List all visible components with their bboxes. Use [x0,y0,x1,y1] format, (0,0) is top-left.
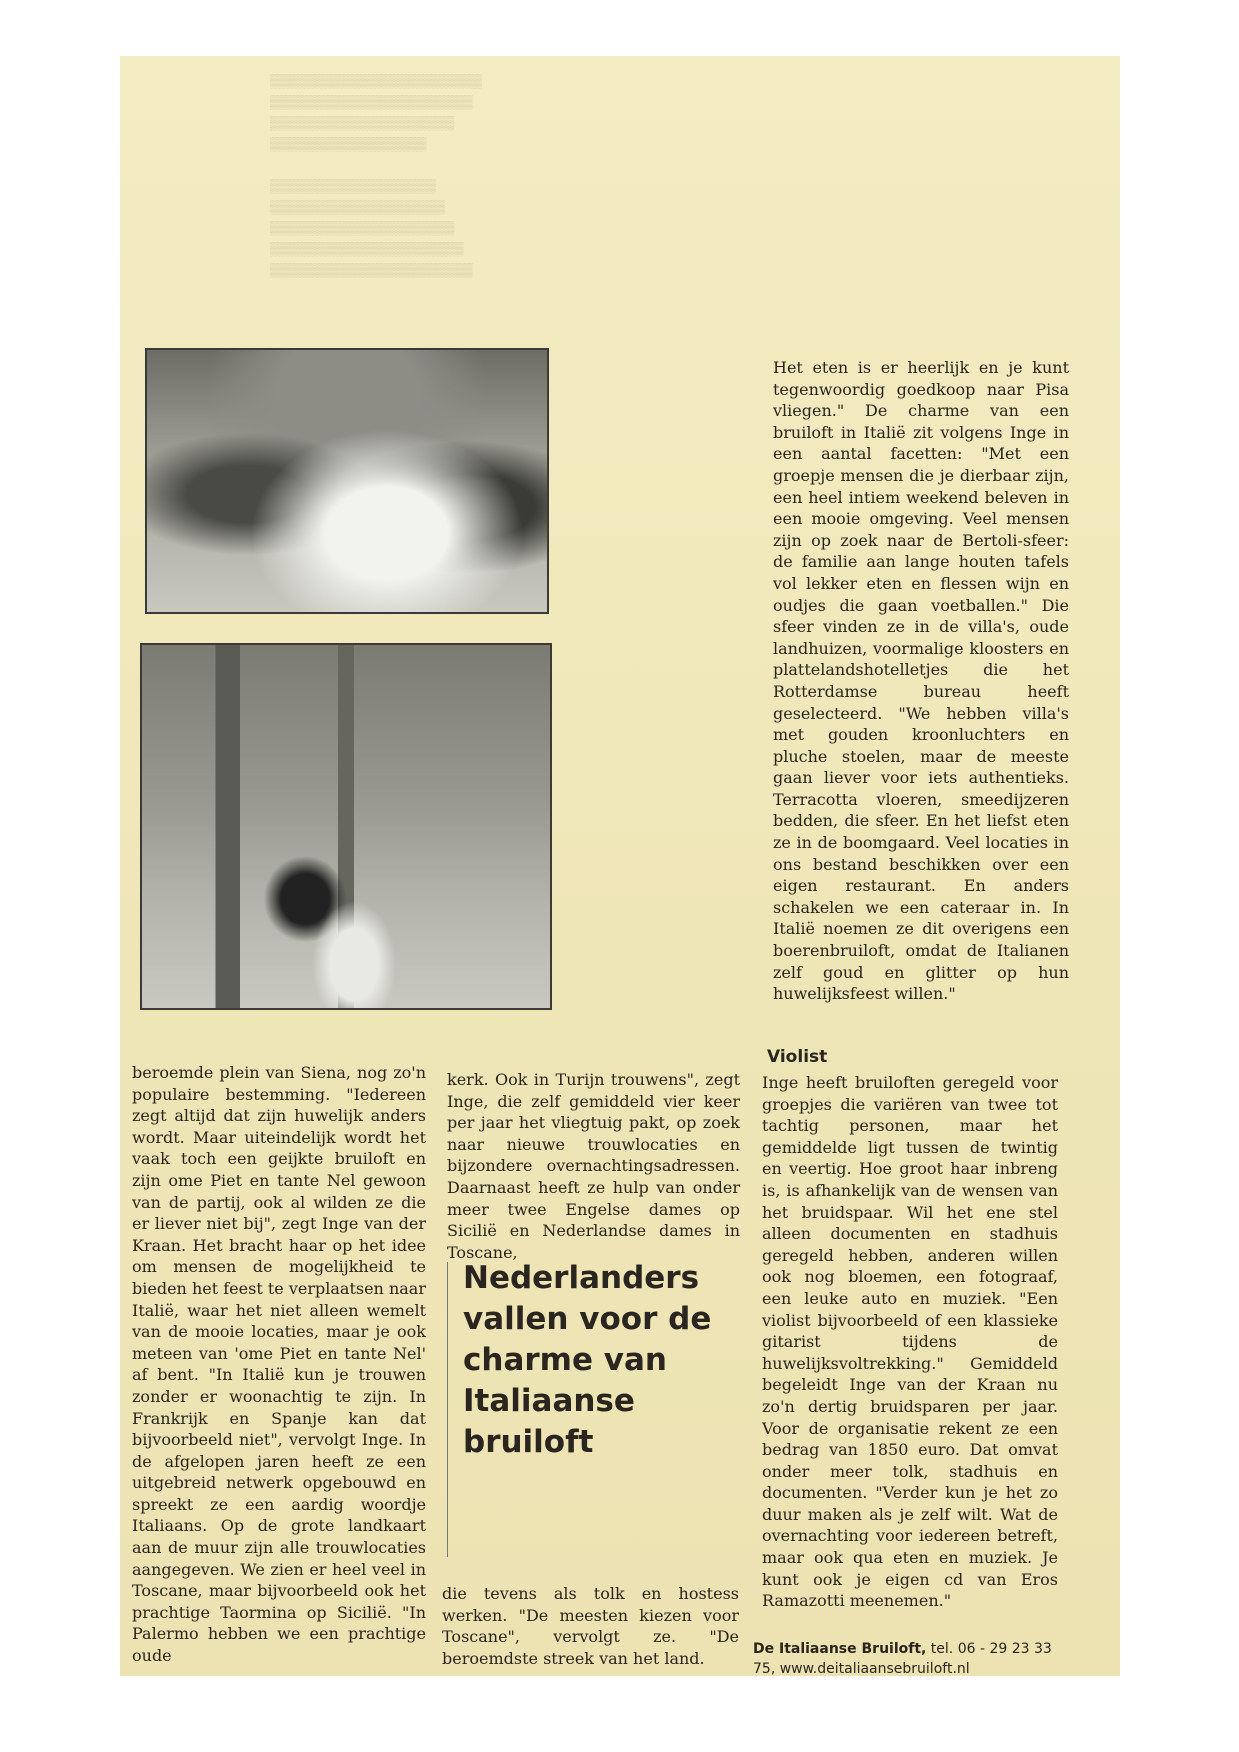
contact-name: De Italiaanse Bruiloft, [753,1641,927,1657]
headline-rule [447,1262,448,1557]
contact-details: tel. 06 - 29 23 33 75, www.deitaliaansebruiloft.nl [753,1641,1052,1677]
article-column-left: beroemde plein van Siena, nog zo'n populaire bestemming. "Iedereen zegt altijd dat zijn huwelijk anders wordt. Maar uiteindelijk wordt het vaak toch een geijkte bruiloft en zijn ome Piet en tante Nel gewoon van de partij, ook al wilden ze die er liever niet bij", zegt Inge van der Kraan. Het bracht haar op het idee om mensen de mogelijkheid te bieden het feest te verplaatsen naar Italië, waar het niet alleen wemelt van de mooie locaties, maar je ook meteen van 'ome Piet en tante Nel' af bent. "In Italië kun je trouwen zonder er woonachtig te zijn. In Frankrijk en Spanje kan dat bijvoorbeeld niet", vervolgt Inge. In de afgelopen jaren heeft ze een uitgebreid netwerk opgebouwd en spreekt ze een aardig woordje Italiaans. Op de grote landkaart aan de muur zijn alle trouwlocaties aangegeven. We zien er heel veel in Toscane, maar bijvoorbeeld ook het prachtige Taormina op Sicilië. "In Palermo hebben we een prachtige oude [132,1063,426,1666]
subheading: Violist [767,1047,828,1067]
headline: Nederlanders vallen voor de charme van Italiaanse bruiloft [463,1260,712,1460]
photo-couple-scooter [140,643,552,1010]
article-column-right-bottom: Inge heeft bruiloften geregeld voor groepjes die variëren van twee tot tachtig personen, maar het gemiddelde ligt tussen de twintig en veertig. Hoe groot haar inbreng is, is afhankelijk van de wensen van het bruidspaar. Wil het ene stel alleen documenten en stadhuis geregeld hebben, anderen willen ook nog bloemen, een fotograaf, een leuke auto en muziek. "Een violist bijvoorbeeld of een klassieke gitarist tijdens de huwelijksvoltrekking." Gemiddeld begeleidt Inge van der Kraan nu zo'n dertig bruidsparen per jaar. Voor de organisatie rekent ze een bedrag van 1850 euro. Dat omvat onder meer tolk, stadhuis en documenten. "Verder kun je het zo duur maken als je zelf wilt. Wat de overnachting voor iedereen betreft, maar ook qua eten en muziek. Je kunt ook je eigen cd van Eros Ramazotti meenemen." [762,1073,1058,1611]
article-column-right-top: Het eten is er heerlijk en je kunt tegenwoordig goedkoop naar Pisa vliegen." De charme van een bruiloft in Italië zit volgens Inge in een aantal facetten: "Met een groepje mensen die je dierbaar zijn, een heel intiem weekend beleven in een mooie omgeving. Veel mensen zijn op zoek naar de Bertoli-sfeer: de familie aan lange houten tafels vol lekker eten en flessen wijn en oudjes die gaan voetballen." Die sfeer vinden ze in de villa's, oude landhuizen, voormalige kloosters en plattelandshotelletjes die het Rotterdamse bureau heeft geselecteerd. "We hebben villa's met gouden kroonluchters en pluche stoelen, maar de meeste gaan liever voor iets authentieks. Terracotta vloeren, smeedijzeren bedden, die sfeer. En het liefst eten ze in de boomgaard. Veel locaties in ons bestand beschikken over een eigen restaurant. En anders schakelen we een cateraar in. In Italië noemen ze dit overigens een boerenbruiloft, omdat de Italianen zelf goud en glitter op hun huwelijksfeest willen." [773,358,1069,1004]
photo-wedding-dinner [145,348,549,614]
contact-info [753,1639,1073,1679]
article-column-middle-bottom: die tevens als tolk en hostess werken. "De meesten kiezen voor Toscane", vervolgt ze. "De beroemdste streek van het land. [442,1584,739,1668]
article-column-middle: kerk. Ook in Turijn trouwens", zegt Inge, die zelf gemiddeld vier keer per jaar het vliegtuig pakt, op zoek naar nieuwe trouwlocaties en bijzondere overnachtingsadressen. Daarnaast heeft ze hulp van onder meer twee Engelse dames op Sicilië en Nederlandse dames in Toscane, [447,1070,740,1262]
bleed-through-text: ▒▒▒▒▒▒▒▒▒▒▒▒▒▒▒▒▒▒▒▒▒▒▒ ▒▒▒▒▒▒▒▒▒▒▒▒▒▒▒▒▒▒▒▒▒▒ ▒▒▒▒▒▒▒▒▒▒▒▒▒▒▒▒▒▒▒▒ ▒▒▒▒▒▒▒▒▒▒▒▒▒▒▒▒▒ ▒▒▒▒▒▒▒▒▒▒▒▒▒▒▒▒▒▒ ▒▒▒▒▒▒▒▒▒▒▒▒▒▒▒▒▒▒▒ ▒▒▒▒▒▒▒▒▒▒▒▒▒▒▒▒▒▒▒▒ ▒▒▒▒▒▒▒▒▒▒▒▒▒▒▒▒▒▒▒▒▒ ▒▒▒▒▒▒▒▒▒▒▒▒▒▒▒▒▒▒▒▒▒▒ [270,73,482,277]
